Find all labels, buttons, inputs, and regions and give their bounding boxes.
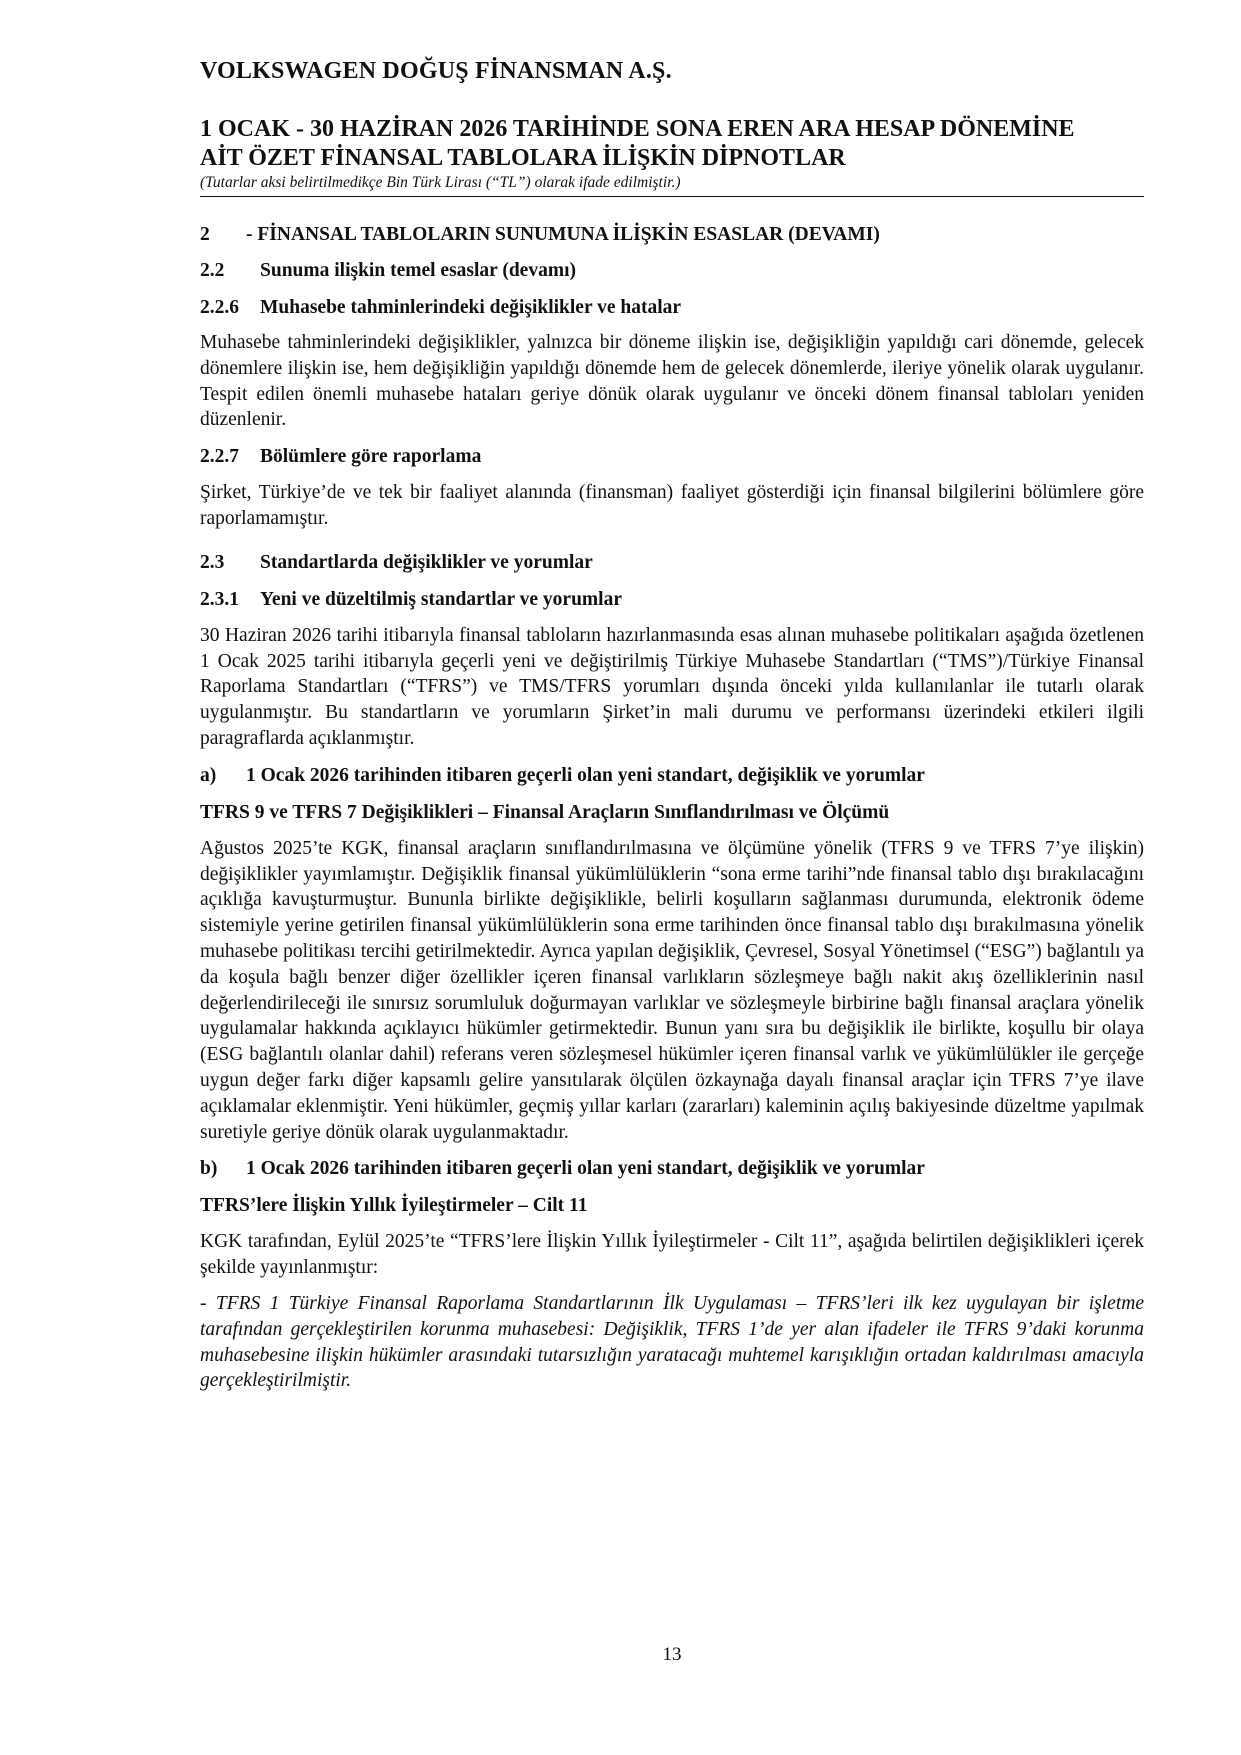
page-number: 13: [662, 1644, 682, 1665]
annual-improvements-heading: TFRS’lere İlişkin Yıllık İyileştirmeler – Cilt 11: [200, 1195, 588, 1217]
section-2-2-6-number: 2.2.6: [200, 297, 239, 318]
section-2-2-7-paragraph: Şirket, Türkiye’de ve tek bir faaliyet alanında (finansman) faaliyet gösterdiği için finansal bilgilerini bölümlere göre raporlamamıştır.: [200, 482, 1144, 529]
section-2-heading: [200, 222, 1144, 248]
section-2-2-heading: [200, 258, 1144, 284]
tfrs9-tfrs7-paragraph: Ağustos 2025’te KGK, finansal araçların sınıflandırılmasına ve ölçümüne yönelik (TFRS 9 ve TFRS 7’ye ilişkin) değişiklikler yayımlamıştır. Değişiklik finansal yükümlülüklerin “sona erme tarihi”nde finansal tablo dışı bırakılacağını açıklığa kavuşturmuştur. Bununla birlikte değişiklikle, belirli koşulların sağlanması durumunda, elektronik ödeme sistemiyle yerine getirilen finansal yükümlülüklerin sona erme tarihinden önce finansal tablo dışı bırakılmasına yönelik muhasebe politikası tercihi getirilmektedir. Ayrıca yapılan değişiklik, Çevresel, Sosyal Yönetimsel (“ESG”) bağlantılı ya da koşula bağlı benzer diğer özellikler içeren finansal varlıkların sözleşmeye bağlı nakit akış özelliklerinin nasıl değerlendirileceği ile sınırsız sorumluluk doğurmayan varlıklar ve sözleşmeyle birbirine bağlı finansal araçlara yönelik uygulamalar hakkında açıklayıcı hükümler getirmektedir. Bunun yanı sıra bu değişiklik ile birlikte, koşullu bir olaya (ESG bağlantılı olanlar dahil) referans veren sözleşmesel hükümler içeren finansal varlık ve yükümlülükler ile gerçeğe uygun değer farkı diğer kapsamlı gelire yansıtılarak ölçülen özkaynağa dayalı finansal araçlar için TFRS 7’ye ilave açıklamalar eklenmiştir. Yeni hükümler, geçmiş yıllar karları (zararları) kaleminin açılış bakiyesinde düzeltme yapılmak suretiyle geriye dönük olarak uygulanmaktadır.: [200, 837, 1144, 1143]
document-body: [200, 222, 1144, 1394]
section-2-2-7-heading: [200, 444, 1144, 470]
section-2-3-1-heading: [200, 587, 1144, 613]
report-subtitle: (Tutarlar aksi belirtilmedikçe Bin Türk Lirası (“TL”) olarak ifade edilmiştir.): [200, 174, 681, 191]
section-2-2-7-title: Bölümlere göre raporlama: [260, 446, 482, 468]
header-divider: [200, 196, 1144, 197]
section-2-2-number: 2.2: [200, 260, 225, 281]
company-name: VOLKSWAGEN DOĞUŞ FİNANSMAN A.Ş.: [200, 58, 672, 84]
report-title-line-2: AİT ÖZET FİNANSAL TABLOLARA İLİŞKİN DİPNOTLAR: [200, 145, 846, 171]
section-2-title: - FİNANSAL TABLOLARIN SUNUMUNA İLİŞKİN ESASLAR (DEVAMI): [246, 224, 880, 245]
subsection-b-title: 1 Ocak 2026 tarihinden itibaren geçerli olan yeni standart, değişiklik ve yorumlar: [246, 1158, 925, 1180]
section-2-3-1-title: Yeni ve düzeltilmiş standartlar ve yorumlar: [260, 588, 622, 610]
subsection-a-heading: [200, 763, 1144, 789]
subsection-a-title: 1 Ocak 2026 tarihinden itibaren geçerli olan yeni standart, değişiklik ve yorumlar: [246, 764, 925, 786]
subsection-a-number: a): [200, 764, 217, 786]
report-title-line-1: 1 OCAK - 30 HAZİRAN 2026 TARİHİNDE SONA EREN ARA HESAP DÖNEMİNE: [200, 116, 1075, 142]
section-2-2-6-paragraph: Muhasebe tahminlerindeki değişiklikler, yalnızca bir döneme ilişkin ise, değişikliğin yapıldığı cari dönemde, gelecek dönemlere ilişkin ise, hem değişikliğin yapıldığı dönemde hem de gelecek dönemlerde, ileriye yönelik olarak uygulanır. Tespit edilen önemli muhasebe hataları geriye dönük olarak uygulanır ve önceki dönem finansal tabloları yeniden düzenlenir.: [200, 332, 1144, 431]
section-2-3-number: 2.3: [200, 551, 225, 573]
section-2-2-title: Sunuma ilişkin temel esaslar (devamı): [260, 260, 576, 281]
section-2-2-6-heading: [200, 295, 1144, 321]
section-2-number: 2: [200, 224, 210, 245]
subsection-b-number: b): [200, 1158, 218, 1180]
section-2-2-7-number: 2.2.7: [200, 446, 239, 468]
section-2-3-1-number: 2.3.1: [200, 588, 239, 610]
tfrs1-amendment-paragraph: - TFRS 1 Türkiye Finansal Raporlama Standartlarının İlk Uygulaması – TFRS’leri ilk kez uygulayan bir işletme tarafından gerçekleştirilen korunma muhasebesi: Değişiklik, TFRS 1’de yer alan ifadeler ile TFRS 9’daki korunma muhasebesine ilişkin hükümler arasındaki tutarsızlığın yaratacağı muhtemel karışıklığın ortadan kaldırılması amacıyla gerçekleştirilmiştir.: [200, 1292, 1144, 1392]
tfrs9-tfrs7-heading: TFRS 9 ve TFRS 7 Değişiklikleri – Finansal Araçların Sınıflandırılması ve Ölçümü: [200, 801, 890, 823]
section-2-3-1-paragraph: 30 Haziran 2026 tarihi itibarıyla finansal tabloların hazırlanmasında esas alınan muhasebe politikaları aşağıda özetlenen 1 Ocak 2025 tarihi itibarıyla geçerli yeni ve değiştirilmiş Türkiye Muhasebe Standartları (“TMS”)/Türkiye Finansal Raporlama Standartları (“TFRS”) ve TMS/TFRS yorumları dışında önceki yılda kullanılanlar ile tutarlı olarak uygulanmıştır. Bu standartların ve yorumların Şirket’in mali durumu ve performansı üzerindeki etkileri ilgili paragraflarda açıklanmıştır.: [200, 624, 1144, 749]
section-2-3-title: Standartlarda değişiklikler ve yorumlar: [260, 551, 593, 573]
section-2-3-heading: [200, 550, 1144, 576]
subsection-b-heading: [200, 1156, 1144, 1182]
annual-improvements-paragraph: KGK tarafından, Eylül 2025’te “TFRS’lere İlişkin Yıllık İyileştirmeler - Cilt 11”, aşağıda belirtilen değişiklikleri içerek şekilde yayınlanmıştır:: [200, 1231, 1144, 1279]
section-2-2-6-title: Muhasebe tahminlerindeki değişiklikler ve hatalar: [260, 297, 682, 318]
